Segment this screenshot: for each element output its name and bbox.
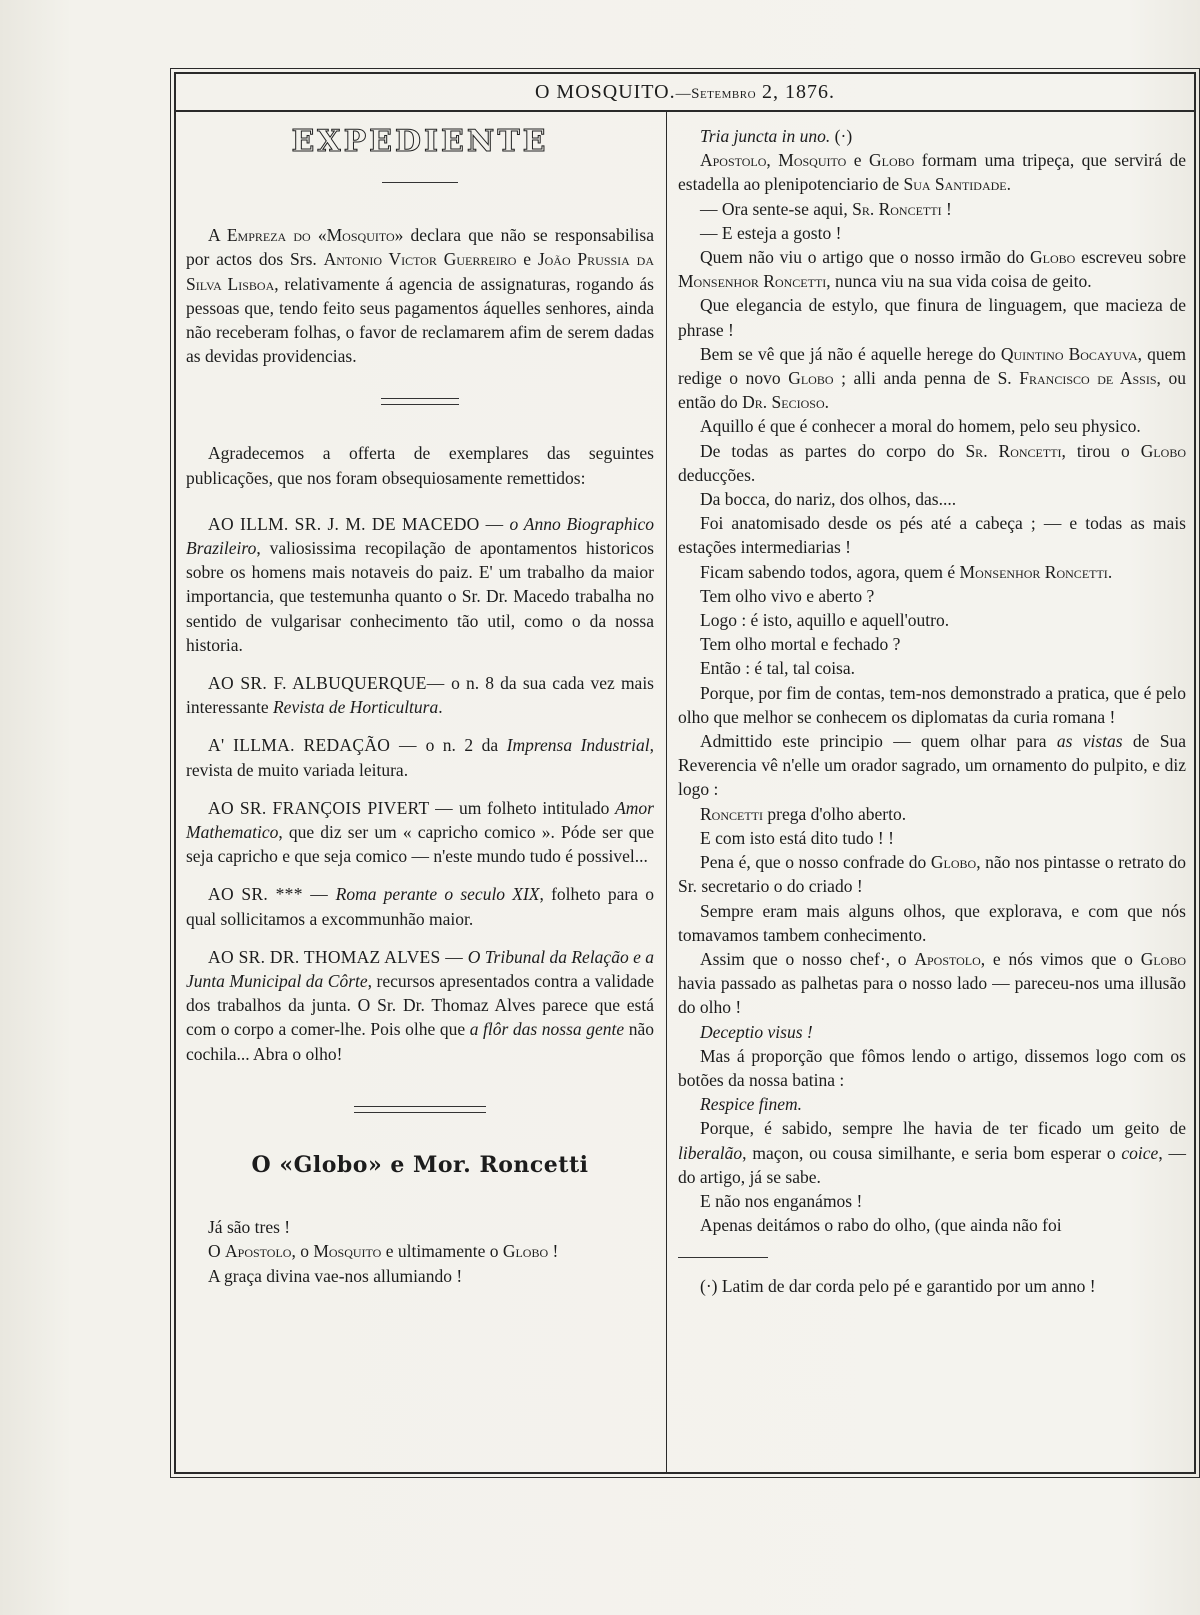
paragraph-olho-mortal: Tem olho mortal e fechado ? xyxy=(700,634,901,655)
short-rule xyxy=(382,182,458,183)
paragraph-admittido: Admittido este principio — quem olhar para as vistas de Sua Reverencia vê n'elle um orador sagrado, um ornamento do pulpito, e diz logo : xyxy=(678,731,1186,800)
header-date: 2, 1876. xyxy=(762,81,836,103)
paragraph-proporcao: Mas á proporção que fômos lendo o artigo, dissemos logo com os botões da nossa batina : xyxy=(678,1045,1186,1090)
footnote: (·) Latim de dar corda pelo pé e garantido por um anno ! xyxy=(700,1276,1096,1297)
paper-name: O MOSQUITO. xyxy=(534,81,676,103)
paragraph-deceptio: Deceptio visus ! xyxy=(700,1021,813,1042)
publication-item-pivert: AO SR. FRANÇOIS PIVERT — um folheto intitulado Amor Mathematico, que diz ser um « capricho comico ». Póde ser que seja capricho e que seja comico — n'este mundo tudo é possivel... xyxy=(186,797,654,867)
paragraph-enganamos: E não nos enganámos ! xyxy=(700,1190,863,1211)
paragraph-pena: Pena é, que o nosso confrade do Globo, não nos pintasse o retrato do Sr. secretario o do criado ! xyxy=(678,852,1186,897)
expediente-title: EXPEDIENTE xyxy=(291,124,549,159)
notice-paragraph: A Empreza do «Mosquito» declara que não se responsabilisa por actos dos Srs. Antonio Victor Guerreiro e João Prussia da Silva Lisboa, relativamente á agencia de assignaturas, rogando ás pessoas que, tendo feito seus pagamentos áquelles senhores, ainda não receberam folhas, o favor de reclamarem afim de serem dadas as devidas providencias. xyxy=(186,225,654,367)
paragraph-sempre: Sempre eram mais alguns olhos, que explorava, e com que nós tomavamos tambem conhecimento. xyxy=(678,900,1186,945)
left-column xyxy=(186,124,654,1288)
paragraph-bocca: Da bocca, do nariz, dos olhos, das.... xyxy=(700,489,957,510)
paragraph-dito-tudo: E com isto está dito tudo ! ! xyxy=(700,827,894,848)
paragraph-tripeca: Apostolo, Mosquito e Globo formam uma tripeça, que servirá de estadella ao plenipotenciario de Sua Santidade. xyxy=(678,150,1186,195)
paragraph-olho-vivo: Tem olho vivo e aberto ? xyxy=(700,585,875,606)
paragraph-assim: Assim que o nosso chef·, o Apostolo, e nós vimos que o Globo havia passado as palhetas para o nosso lado — pareceu-nos uma illusão do olho ! xyxy=(678,948,1186,1018)
publication-item-alves: AO SR. DR. THOMAZ ALVES — O Tribunal da Relação e a Junta Municipal da Côrte, recursos apresentados contra a validade dos trabalhos da junta. O Sr. Dr. Thomaz Alves parece que está com o corpo a comer-lhe. Pois olhe que a flôr das nossa gente não cochila... Abra o olho! xyxy=(186,946,654,1064)
latin-heading: Tria juncta in uno. (·) xyxy=(700,126,853,146)
paragraph-ficam: Ficam sabendo todos, agora, quem é Monsenhor Roncetti. xyxy=(700,561,1113,582)
section-double-rule xyxy=(354,1106,486,1113)
article-line-1: Já são tres ! xyxy=(208,1217,291,1238)
page-frame xyxy=(174,72,1196,1474)
footnote-rule xyxy=(678,1257,768,1258)
paragraph-respice: Respice finem. xyxy=(700,1094,803,1115)
thanks-paragraph: Agradecemos a offerta de exemplares das seguintes publicações, que nos foram obsequiosamente remettidos: xyxy=(186,443,654,488)
paragraph-quem-nao-viu: Quem não viu o artigo que o nosso irmão do Globo escreveu sobre Monsenhor Roncetti, nunca viu na sua vida coisa de geito. xyxy=(678,247,1186,292)
publication-item-macedo: AO ILLM. SR. J. M. DE MACEDO — o Anno Biographico Brazileiro, valiosissima recopilação de apontamentos historicos sobre os homens mais notaveis do paiz. E' um trabalho da maior importancia, que testemunha quanto o Sr. Dr. Macedo trabalha no sentido de vulgarisar conhecimento tão util, como o da nossa historia. xyxy=(186,513,654,655)
paragraph-moral: Aquillo é que é conhecer a moral do homem, pelo seu physico. xyxy=(700,416,1141,437)
paragraph-sente-se: — Ora sente-se aqui, Sr. Roncetti ! xyxy=(700,198,952,219)
publication-item-albuquerque: AO SR. F. ALBUQUERQUE— o n. 8 da sua cada vez mais interessante Revista de Horticultura. xyxy=(186,673,654,718)
header-month: —Setembro xyxy=(675,86,757,102)
article-line-3: A graça divina vae-nos allumiando ! xyxy=(208,1265,463,1286)
publication-item-roma: AO SR. *** — Roma perante o seculo XIX, folheto para o qual sollicitamos a excommunhão maior. xyxy=(186,884,654,929)
paragraph-elegancia: Que elegancia de estylo, que finura de linguagem, que macieza de phrase ! xyxy=(678,295,1186,340)
column-divider xyxy=(666,112,667,1474)
double-rule xyxy=(381,398,459,405)
paragraph-gosto: — E esteja a gosto ! xyxy=(700,222,842,243)
paragraph-logo: Logo : é isto, aquillo e aquell'outro. xyxy=(700,610,950,631)
paragraph-prega: Roncetti prega d'olho aberto. xyxy=(700,803,907,824)
paragraph-entao: Então : é tal, tal coisa. xyxy=(700,658,856,679)
article-title: O «Globo» e Mor. Roncetti xyxy=(251,1151,589,1178)
publication-item-redacao: A' ILLMA. REDAÇÃO — o n. 2 da Imprensa Industrial, revista de muito variada leitura. xyxy=(186,735,654,780)
paragraph-apenas: Apenas deitámos o rabo do olho, (que ainda não foi xyxy=(700,1215,1062,1236)
paragraph-porque: Porque, por fim de contas, tem-nos demonstrado a pratica, que é pelo olho que melhor se conhecem os diplomatas da curia romana ! xyxy=(678,682,1186,727)
page-header xyxy=(176,74,1194,112)
paragraph-anatomisado: Foi anatomisado desde os pés até a cabeça ; — e todas as mais estações intermediarias ! xyxy=(678,513,1186,558)
article-line-2: O Apostolo, o Mosquito e ultimamente o Globo ! xyxy=(208,1241,559,1262)
paragraph-partes: De todas as partes do corpo do Sr. Roncetti, tirou o Globo deducções. xyxy=(678,440,1186,485)
paragraph-liberalao: Porque, é sabido, sempre lhe havia de ter ficado um geito de liberalão, maçon, ou cousa similhante, e seria bom esperar o coice, — do artigo, já se sabe. xyxy=(678,1118,1186,1187)
right-column xyxy=(678,124,1186,1299)
paragraph-herege: Bem se vê que já não é aquelle herege do Quintino Bocayuva, quem redige o novo Globo ; alli anda penna de S. Francisco de Assis, ou então do Dr. Secioso. xyxy=(678,343,1186,413)
